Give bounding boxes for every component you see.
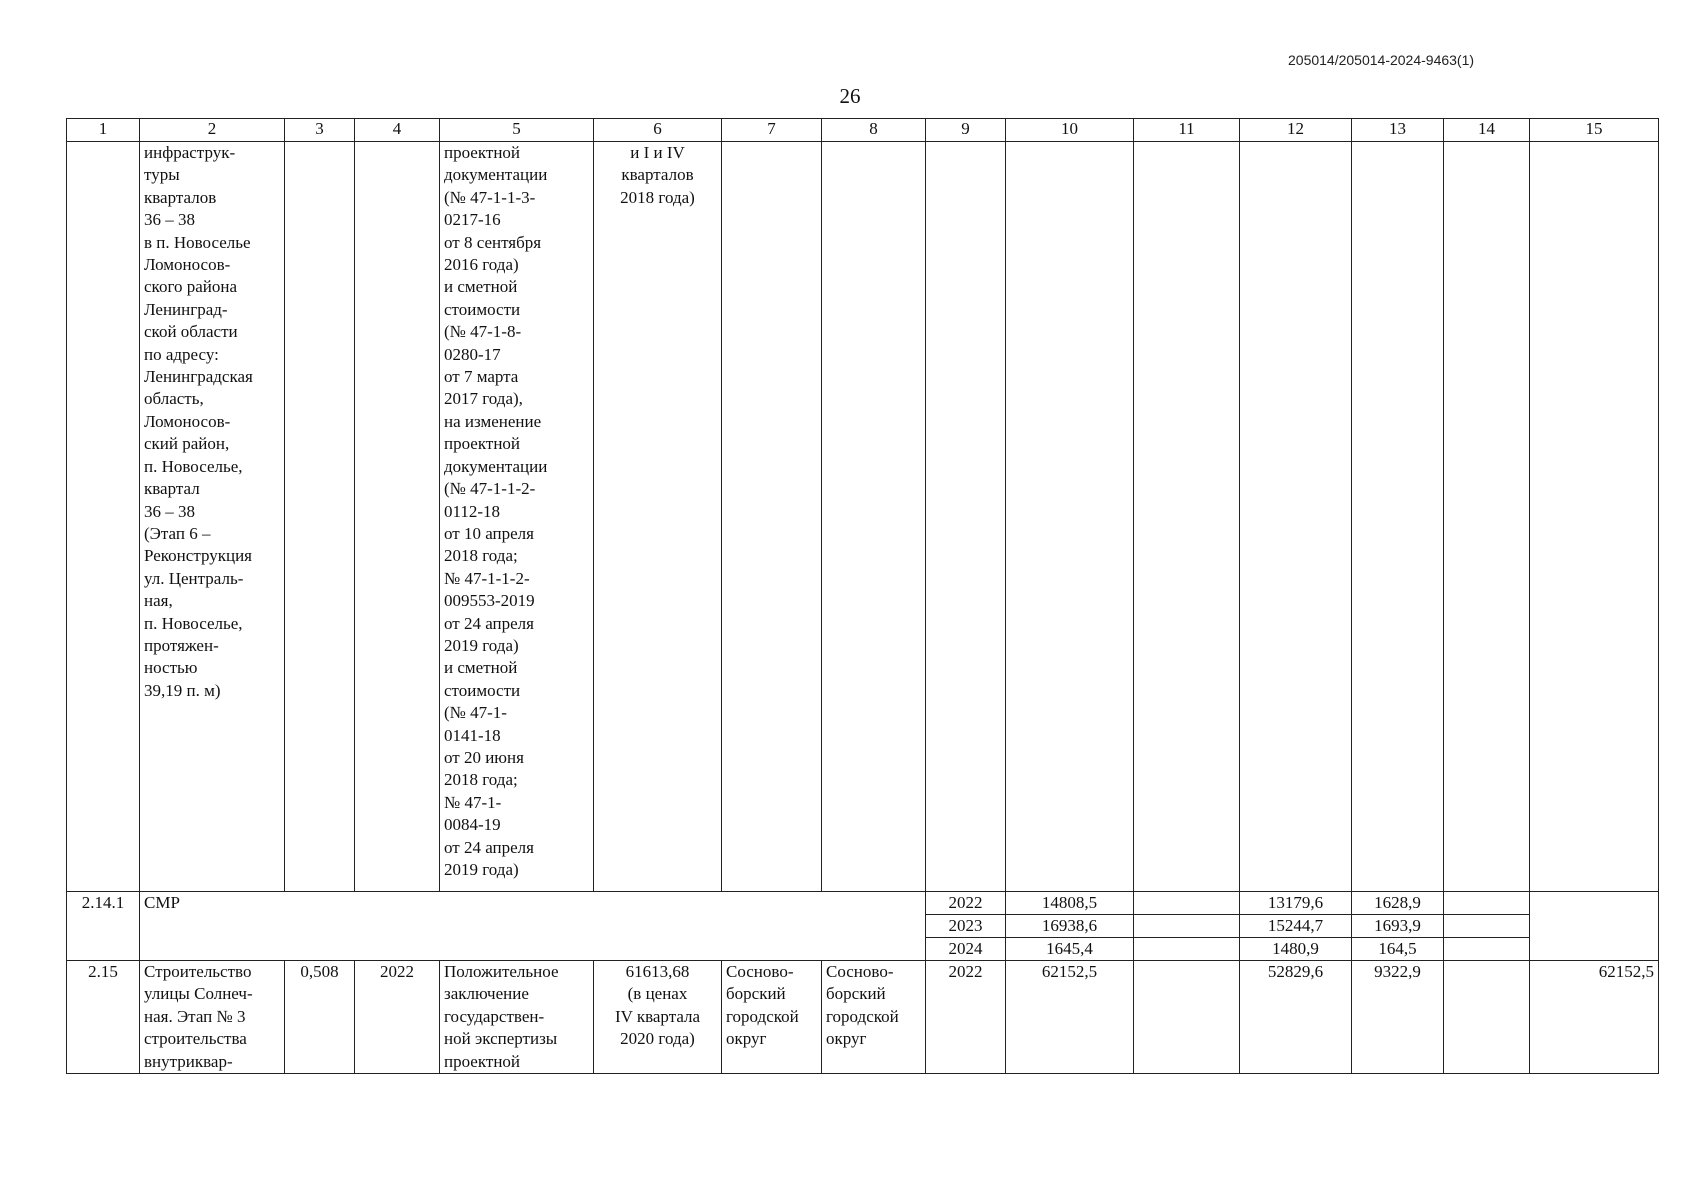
budget-table: [66, 118, 1659, 1074]
location-cell: Сосново- борский городской округ: [822, 961, 926, 1074]
total-cell: 14808,5: [1006, 892, 1134, 915]
cell-total: [1006, 142, 1134, 892]
cell-capacity: [285, 142, 355, 892]
row-number: 2.15: [67, 961, 140, 1074]
row-number: 2.14.1: [67, 892, 140, 961]
project-docs-continued: проектной документации (№ 47-1-1-3- 0217-16 от 8 сентября 2016 года) и сметной стоимости (№ 47-1-8- 0280-17 от 7 марта 2017 года), на изменение проектной документации (№ 47-1-1-2- 0112-18 от 10 апреля 2018 года; № 47-1-1-2- 009553-2019 от 24 апреля 2019 года) и сметной стоимости (№ 47-1- 0141-18 от 20 июня 2018 года; № 47-1- 0084-19 от 24 апреля 2019 года): [440, 142, 594, 892]
regional-cell: 1480,9: [1240, 938, 1352, 961]
cell-year: [926, 142, 1006, 892]
other-cell: [1444, 915, 1530, 938]
cell-regional: [1240, 142, 1352, 892]
capacity-cell: 0,508: [285, 961, 355, 1074]
regional-cell: 13179,6: [1240, 892, 1352, 915]
cell-other: [1444, 142, 1530, 892]
column-number: 10: [1006, 119, 1134, 142]
column-number: 1: [67, 119, 140, 142]
federal-cell: [1134, 961, 1240, 1074]
other-cell: [1444, 892, 1530, 915]
table-row: [67, 892, 1659, 915]
document-id: 205014/205014-2024-9463(1): [1288, 52, 1475, 68]
estimated-cost: 61613,68 (в ценах IV квартала 2020 года): [594, 961, 722, 1074]
continuation-row: [67, 142, 1659, 892]
column-number: 9: [926, 119, 1006, 142]
column-number: 3: [285, 119, 355, 142]
total-cell: 16938,6: [1006, 915, 1134, 938]
object-name-continued: инфраструк- туры кварталов 36 – 38 в п. Новоселье Ломоносов- ского района Ленинград- ской области по адресу: Ленинградская область, Ломоносов- ский район, п. Новоселье, квартал 36 – 38 (Этап 6 – Реконструкция ул. Централь- ная, п. Новоселье, протяжен- ностью 39,19 п. м): [140, 142, 285, 892]
column-number: 8: [822, 119, 926, 142]
year-cell: 2024: [926, 938, 1006, 961]
cell-local: [1352, 142, 1444, 892]
column-number-row: [67, 119, 1659, 142]
page-number: 26: [839, 84, 861, 108]
final-cell: 62152,5: [1530, 961, 1659, 1074]
local-cell: 164,5: [1352, 938, 1444, 961]
year-cell: 2022: [926, 892, 1006, 915]
other-cell: [1444, 961, 1530, 1074]
total-cell: 1645,4: [1006, 938, 1134, 961]
cell-start-year: [355, 142, 440, 892]
table-row: [67, 961, 1659, 1074]
cost-note-continued: и I и IV кварталов 2018 года): [594, 142, 722, 892]
federal-cell: [1134, 892, 1240, 915]
year-cell: 2023: [926, 915, 1006, 938]
start-year-cell: 2022: [355, 961, 440, 1074]
regional-cell: 15244,7: [1240, 915, 1352, 938]
column-number: 15: [1530, 119, 1659, 142]
regional-cell: 52829,6: [1240, 961, 1352, 1074]
column-number: 4: [355, 119, 440, 142]
other-cell: [1444, 938, 1530, 961]
final-cell: [1530, 892, 1659, 961]
row-title: СМР: [140, 892, 926, 961]
column-number: 7: [722, 119, 822, 142]
local-cell: 1693,9: [1352, 915, 1444, 938]
federal-cell: [1134, 938, 1240, 961]
federal-cell: [1134, 915, 1240, 938]
cell-num: [67, 142, 140, 892]
year-cell: 2022: [926, 961, 1006, 1074]
cell-federal: [1134, 142, 1240, 892]
total-cell: 62152,5: [1006, 961, 1134, 1074]
column-number: 13: [1352, 119, 1444, 142]
column-number: 5: [440, 119, 594, 142]
local-cell: 9322,9: [1352, 961, 1444, 1074]
customer-cell: Сосново- борский городской округ: [722, 961, 822, 1074]
cell-location: [822, 142, 926, 892]
cell-customer: [722, 142, 822, 892]
column-number: 14: [1444, 119, 1530, 142]
project-docs: Положительное заключение государствен- ной экспертизы проектной: [440, 961, 594, 1074]
column-number: 12: [1240, 119, 1352, 142]
column-number: 2: [140, 119, 285, 142]
object-name: Строительство улицы Солнеч- ная. Этап № 3 строительства внутриквар-: [140, 961, 285, 1074]
cell-final: [1530, 142, 1659, 892]
column-number: 11: [1134, 119, 1240, 142]
local-cell: 1628,9: [1352, 892, 1444, 915]
column-number: 6: [594, 119, 722, 142]
